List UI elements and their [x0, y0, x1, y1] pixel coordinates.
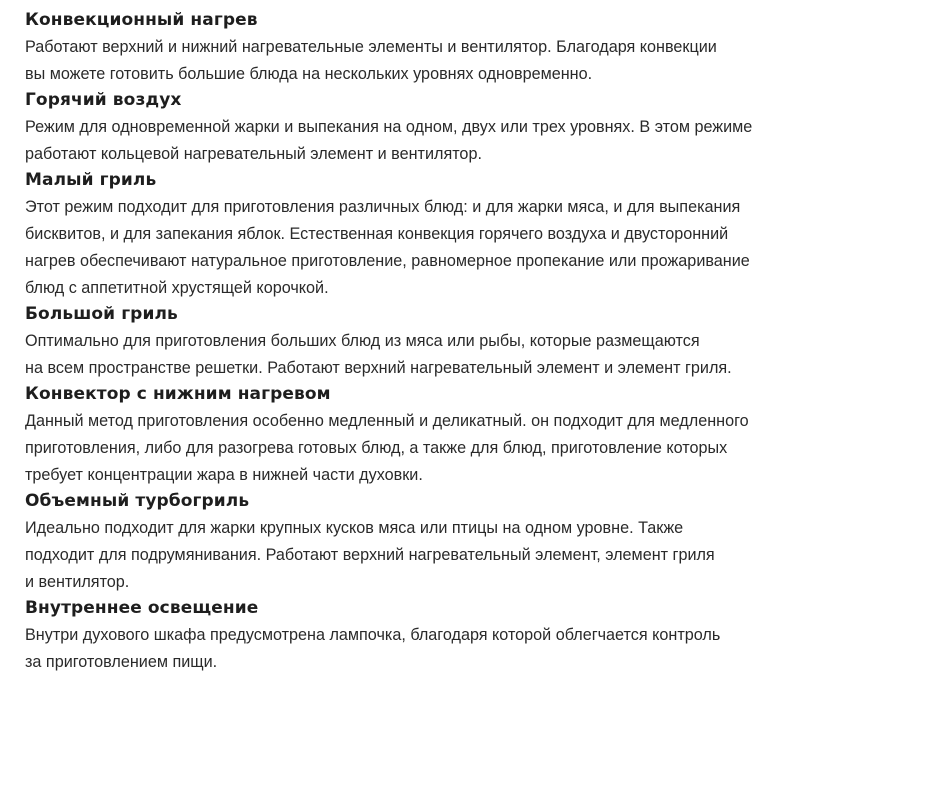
body-line: бисквитов, и для запекания яблок. Естественная конвекция горячего воздуха и двусторонний — [25, 225, 729, 243]
section-heading: Объемный турбогриль — [25, 491, 250, 511]
section-body — [25, 328, 930, 382]
section-heading: Малый гриль — [25, 170, 157, 190]
section-body — [25, 408, 930, 489]
section-heading: Конвектор с нижним нагревом — [25, 384, 331, 404]
section-turbo-grill — [25, 489, 930, 596]
section-interior-lighting — [25, 596, 930, 676]
body-line: приготовления, либо для разогрева готовых блюд, а также для блюд, приготовление которых — [25, 439, 728, 457]
body-line: Внутри духового шкафа предусмотрена лампочка, благодаря которой облегчается контроль — [25, 626, 721, 644]
section-body — [25, 622, 930, 676]
body-line: Режим для одновременной жарки и выпекания на одном, двух или трех уровнях. В этом режиме — [25, 118, 753, 136]
section-convection-heating — [25, 8, 930, 88]
body-line: Работают верхний и нижний нагревательные элементы и вентилятор. Благодаря конвекции — [25, 38, 717, 56]
section-large-grill — [25, 302, 930, 382]
body-line: Идеально подходит для жарки крупных кусков мяса или птицы на одном уровне. Также — [25, 519, 684, 537]
body-line: за приготовлением пищи. — [25, 653, 218, 671]
section-small-grill — [25, 168, 930, 302]
body-line: Данный метод приготовления особенно медленный и деликатный. он подходит для медленного — [25, 412, 749, 430]
body-line: и вентилятор. — [25, 573, 130, 591]
body-line: на всем пространстве решетки. Работают верхний нагревательный элемент и элемент гриля. — [25, 359, 732, 377]
section-body — [25, 515, 930, 596]
oven-modes-document — [25, 0, 930, 676]
body-line: Этот режим подходит для приготовления различных блюд: и для жарки мяса, и для выпекания — [25, 198, 741, 216]
section-hot-air — [25, 88, 930, 168]
cut-off-line — [25, 0, 930, 8]
body-line: блюд с аппетитной хрустящей корочкой. — [25, 279, 329, 297]
body-line: нагрев обеспечивают натуральное приготовление, равномерное пропекание или прожаривание — [25, 252, 750, 270]
body-line: вы можете готовить большие блюда на нескольких уровнях одновременно. — [25, 65, 593, 83]
section-heading: Конвекционный нагрев — [25, 10, 258, 30]
body-line: работают кольцевой нагревательный элемент и вентилятор. — [25, 145, 482, 163]
section-body — [25, 34, 930, 88]
body-line: подходит для подрумянивания. Работают верхний нагревательный элемент, элемент гриля — [25, 546, 715, 564]
section-heading: Внутреннее освещение — [25, 598, 259, 618]
section-heading: Большой гриль — [25, 304, 178, 324]
section-body — [25, 194, 930, 302]
section-body — [25, 114, 930, 168]
body-line: требует концентрации жара в нижней части духовки. — [25, 466, 423, 484]
body-line: Оптимально для приготовления больших блюд из мяса или рыбы, которые размещаются — [25, 332, 700, 350]
section-heading: Горячий воздух — [25, 90, 182, 110]
section-convector-bottom-heat — [25, 382, 930, 489]
